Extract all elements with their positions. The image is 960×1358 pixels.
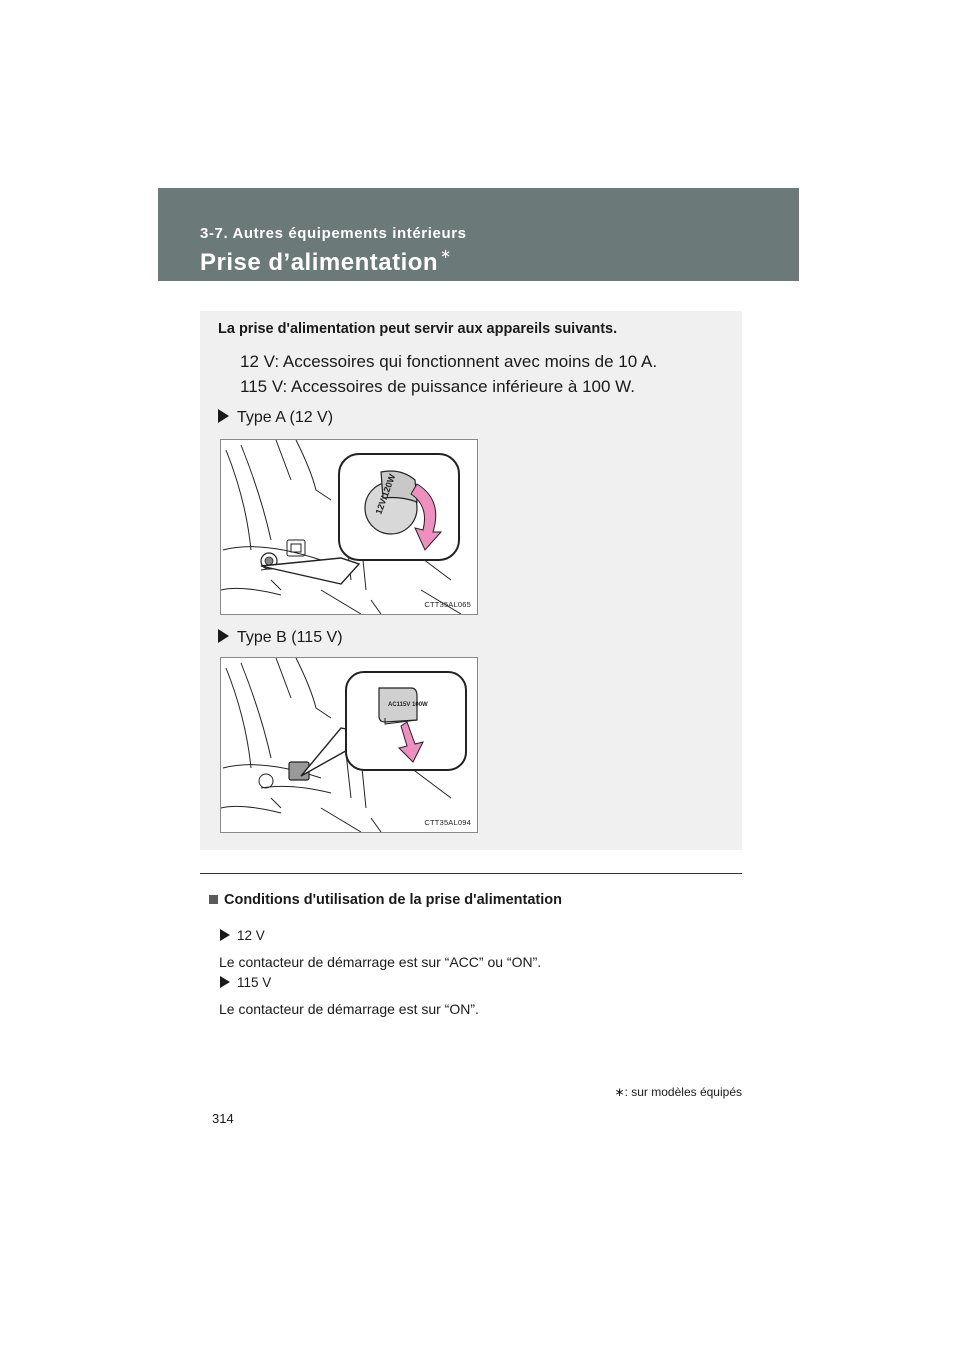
condition-type-text: 115 V — [237, 975, 272, 990]
conditions-heading — [209, 892, 562, 908]
cap-text: AC115V 100W — [388, 702, 428, 708]
type-a-text: Type A (12 V) — [237, 409, 334, 426]
triangle-bullet-icon — [220, 929, 230, 941]
section-label: 3-7. Autres équipements intérieurs — [200, 225, 467, 242]
cap-text: 12V/120W — [373, 472, 398, 516]
figure-type-b — [220, 657, 478, 833]
footnote-asterisk: ∗ — [614, 1085, 625, 1099]
footnote-text: : sur modèles équipés — [624, 1085, 742, 1099]
type-b-label — [218, 629, 343, 647]
divider — [200, 873, 742, 874]
figure-code: CTT35AL065 — [424, 600, 471, 609]
square-bullet-icon — [209, 895, 218, 904]
type-a-label — [218, 409, 333, 427]
page-number: 314 — [212, 1111, 234, 1126]
figure-type-a — [220, 439, 478, 615]
chapter-header — [158, 188, 799, 281]
title-asterisk: ∗ — [440, 246, 452, 261]
condition-text-115v: Le contacteur de démarrage est sur “ON”. — [219, 1001, 479, 1017]
triangle-bullet-icon — [218, 629, 229, 643]
illustration-socket-115v — [221, 658, 477, 832]
triangle-bullet-icon — [218, 409, 229, 423]
page-title — [200, 246, 451, 277]
type-b-text: Type B (115 V) — [237, 629, 343, 646]
condition-type-text: 12 V — [237, 928, 265, 943]
page-title-text: Prise d’alimentation — [200, 249, 439, 276]
condition-type-12v — [220, 928, 265, 943]
condition-type-115v — [220, 975, 271, 990]
condition-text-12v: Le contacteur de démarrage est sur “ACC” ou “ON”. — [219, 954, 542, 970]
spec-12v: 12 V: Accessoires qui fonctionnent avec moins de 10 A. — [240, 352, 658, 371]
spec-115v: 115 V: Accessoires de puissance inférieure à 100 W. — [240, 377, 636, 396]
intro-text: La prise d'alimentation peut servir aux appareils suivants. — [218, 321, 618, 337]
conditions-heading-text: Conditions d'utilisation de la prise d'alimentation — [224, 892, 563, 908]
illustration-socket-12v — [221, 440, 477, 614]
figure-code: CTT35AL094 — [424, 818, 471, 827]
info-panel — [200, 311, 742, 850]
triangle-bullet-icon — [220, 976, 230, 988]
footnote — [615, 1085, 742, 1099]
